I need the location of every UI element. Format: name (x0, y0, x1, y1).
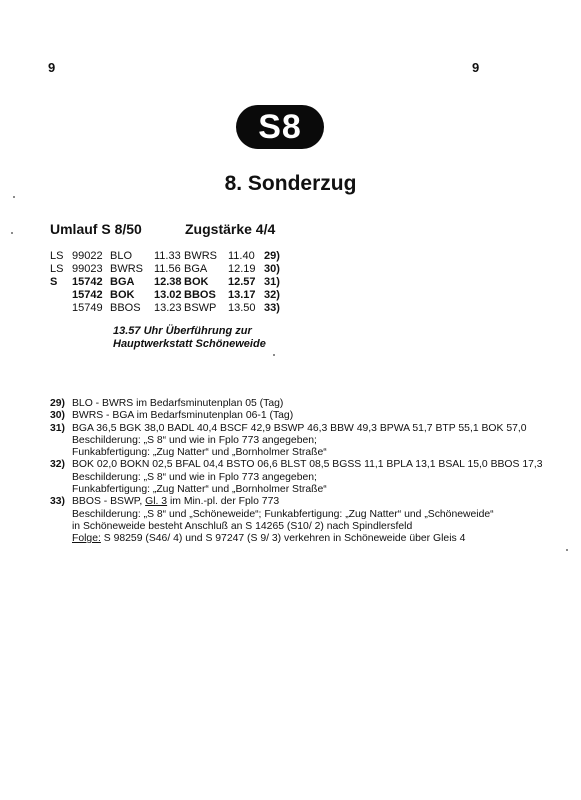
footnote-number: 32) (50, 459, 66, 471)
departure-time: 11.56 (154, 263, 181, 275)
to-station: BGA (184, 263, 208, 275)
page-number-left: 9 (48, 60, 56, 75)
track-reference: Gl. 3 (145, 496, 168, 508)
departure-time: 12.38 (154, 276, 182, 288)
footnote-32 (50, 459, 570, 496)
footnote-line: BWRS - BGA im Bedarfsminutenplan 06-1 (Tag) (72, 410, 294, 422)
arrival-time: 13.50 (228, 302, 256, 314)
scan-speck (566, 549, 568, 551)
transfer-note (113, 325, 266, 351)
train-prefix: LS (50, 263, 64, 275)
scan-speck (11, 232, 13, 234)
footnote-29 (50, 398, 570, 410)
page-title: 8. Sonderzug (224, 172, 357, 195)
umlauf-heading: Umlauf S 8/50 (50, 221, 142, 237)
s8-line-badge: S8 (236, 105, 324, 149)
footnote-33 (50, 496, 570, 545)
departure-time: 11.33 (154, 250, 181, 262)
footnote-ref: 29) (264, 250, 280, 262)
footnote-30 (50, 410, 570, 422)
train-number: 99023 (72, 263, 103, 275)
train-number: 15742 (72, 289, 103, 301)
footnote-line: Funkabfertigung: „Zug Natter“ und „Bornholmer Straße“ (72, 447, 327, 459)
from-station: BLO (110, 250, 133, 262)
from-station: BGA (110, 276, 135, 288)
footnote-line: in Schöneweide besteht Anschluß an S 14265 (S10/ 2) nach Spindlersfeld (72, 520, 413, 532)
from-station: BWRS (110, 263, 143, 275)
footnote-31 (50, 423, 570, 460)
to-station: BSWP (184, 302, 217, 314)
departure-time: 13.23 (154, 302, 182, 314)
transfer-note-line: 13.57 Uhr Überführung zur (113, 325, 252, 337)
footnote-text: BBOS - BSWP, (72, 496, 146, 508)
scan-speck (13, 196, 15, 198)
scan-speck (273, 354, 275, 356)
train-prefix: LS (50, 250, 64, 262)
zugstaerke-heading: Zugstärke 4/4 (185, 221, 276, 237)
footnote-number: 29) (50, 398, 66, 409)
to-station: BOK (184, 276, 209, 288)
footnote-ref: 33) (264, 302, 280, 314)
footnote-line: BLO - BWRS im Bedarfsminutenplan 05 (Tag) (72, 398, 284, 409)
to-station: BBOS (184, 289, 216, 301)
train-number: 15749 (72, 302, 103, 314)
footnote-number: 31) (50, 422, 66, 434)
footnote-line (72, 496, 570, 508)
footnote-text: im Min.-pl. der Fplo 773 (167, 496, 280, 508)
footnote-line: Beschilderung: „S 8“ und „Schöneweide“; Funkabfertigung: „Zug Natter“ und „Schöneweide“ (72, 508, 494, 520)
footnote-ref: 31) (264, 276, 280, 288)
transfer-note-line: Hauptwerkstatt Schöneweide (113, 338, 266, 350)
footnote-number: 30) (50, 410, 66, 422)
footnote-number: 33) (50, 496, 66, 508)
footnote-line (72, 533, 570, 545)
arrival-time: 11.40 (228, 250, 255, 262)
arrival-time: 13.17 (228, 289, 256, 301)
to-station: BWRS (184, 250, 217, 262)
page-number-right: 9 (472, 60, 480, 75)
footnote-line: BGA 36,5 BGK 38,0 BADL 40,4 BSCF 42,9 BSWP 46,3 BBW 49,3 BPWA 51,7 BTP 55,1 BOK 57,0 (72, 422, 527, 434)
train-number: 15742 (72, 276, 103, 288)
footnote-ref: 32) (264, 289, 280, 301)
arrival-time: 12.57 (228, 276, 256, 288)
footnote-line: Beschilderung: „S 8“ und wie in Fplo 773 angegeben; (72, 471, 317, 483)
footnote-text: S 98259 (S46/ 4) und S 97247 (S 9/ 3) verkehren in Schöneweide über Gleis 4 (100, 533, 466, 545)
folge-label: Folge: (72, 533, 101, 545)
footnote-line: Beschilderung: „S 8“ und wie in Fplo 773 angegeben; (72, 434, 317, 446)
footnotes (50, 398, 570, 546)
footnote-line: BOK 02,0 BOKN 02,5 BFAL 04,4 BSTO 06,6 BLST 08,5 BGSS 11,1 BPLA 13,1 BSAL 15,0 BBOS 17,3 (72, 459, 543, 471)
train-number: 99022 (72, 250, 103, 262)
footnote-ref: 30) (264, 263, 280, 275)
footnote-line: Funkabfertigung: „Zug Natter“ und „Bornholmer Straße“ (72, 484, 327, 496)
from-station: BOK (110, 289, 135, 301)
arrival-time: 12.19 (228, 263, 256, 275)
departure-time: 13.02 (154, 289, 182, 301)
train-prefix: S (50, 276, 58, 288)
from-station: BBOS (110, 302, 141, 314)
